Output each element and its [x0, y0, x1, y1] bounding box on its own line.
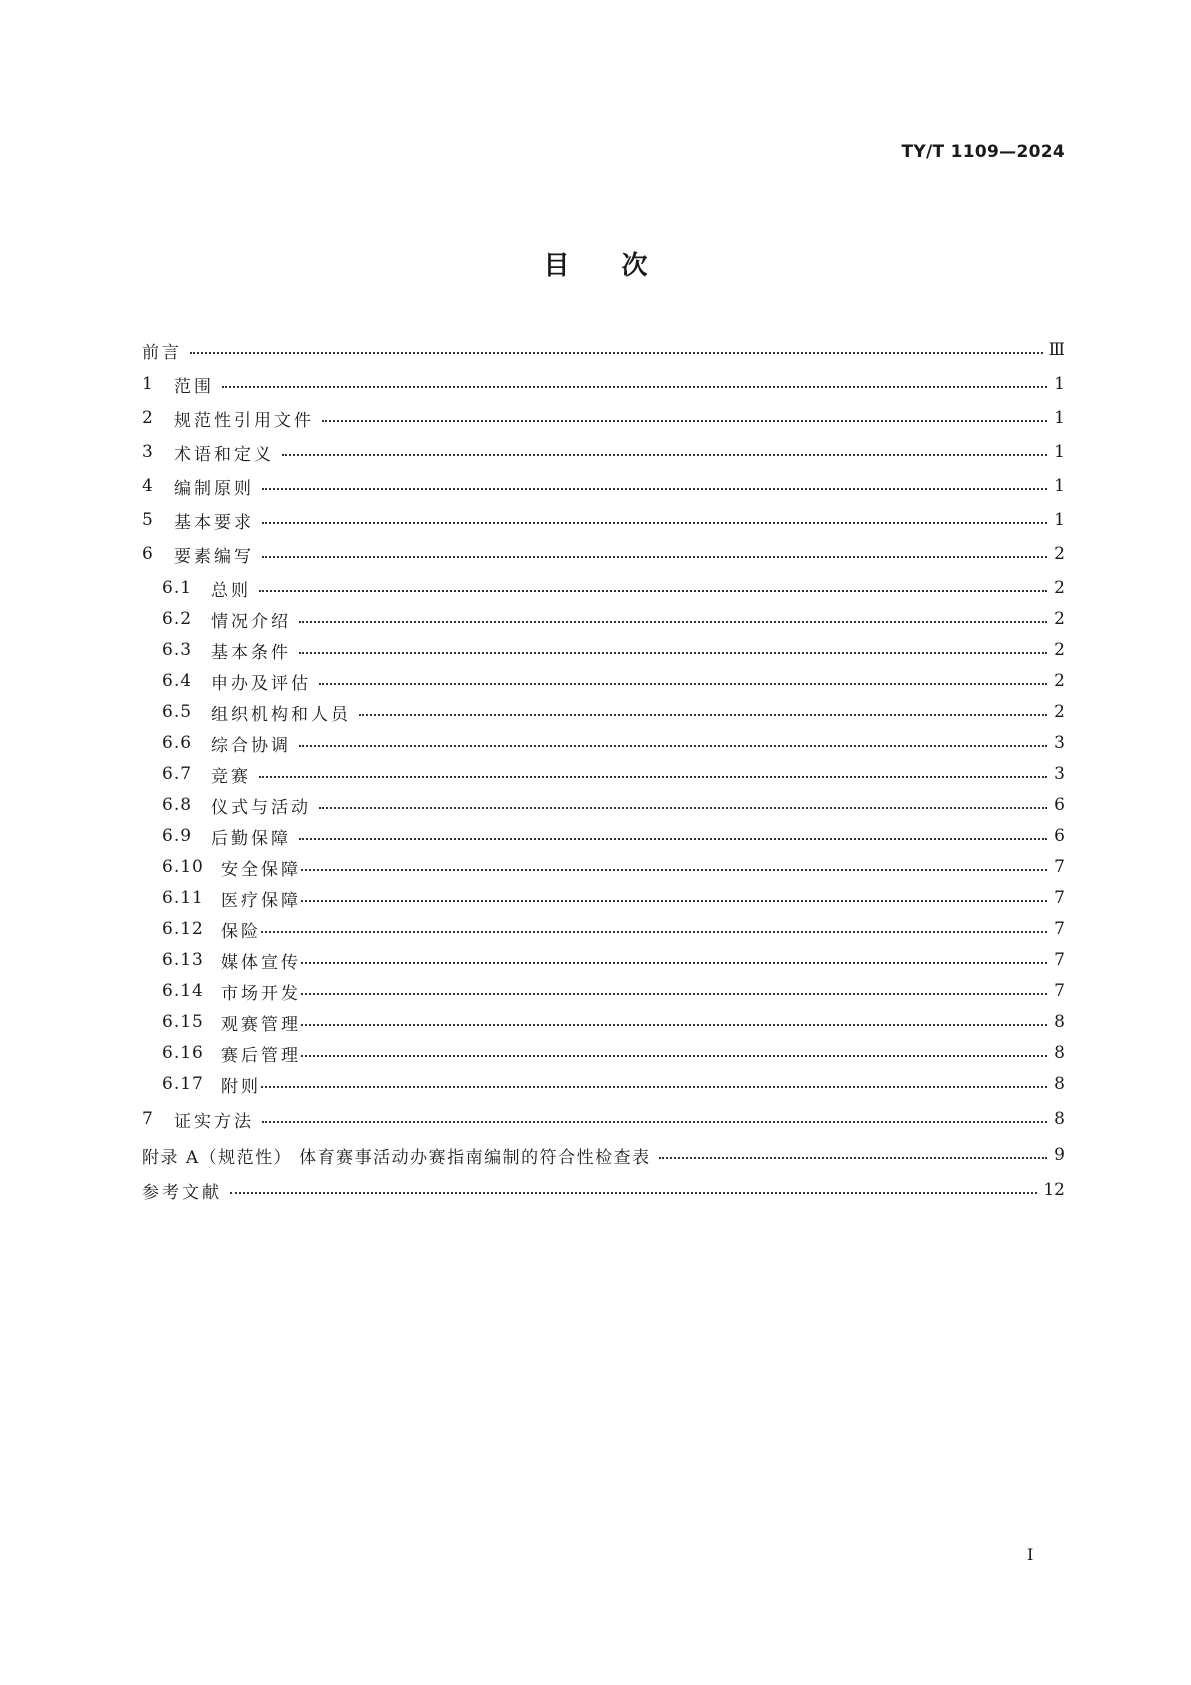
toc-entry-page: Ⅲ [1048, 340, 1065, 360]
toc-entry-page: 1 [1054, 408, 1065, 428]
toc-entry-page: 6 [1054, 826, 1065, 846]
toc-entry-page: 8 [1054, 1043, 1065, 1063]
toc-entry-label: 市场开发 [221, 983, 301, 1004]
toc-leader-dots [359, 714, 1047, 716]
toc-entry-label: 竞赛 [211, 766, 251, 787]
toc-entry-label: 赛后管理 [221, 1045, 301, 1066]
toc-entry-label: 后勤保障 [211, 828, 291, 849]
toc-entry-6-14[interactable] [162, 978, 1065, 1004]
toc-entry-label: 附录 A（规范性） 体育赛事活动办赛指南编制的符合性检查表 [142, 1147, 651, 1168]
toc-entry-6-15[interactable] [162, 1009, 1065, 1035]
toc-leader-dots [261, 931, 1047, 933]
toc-entry-label: 编制原则 [174, 478, 254, 499]
toc-entry-label: 范围 [174, 376, 214, 397]
toc-entry-label: 综合协调 [211, 735, 291, 756]
toc-leader-dots [259, 590, 1047, 592]
toc-entry-number: 6.10 [162, 857, 204, 877]
toc-entry-4[interactable] [142, 473, 1065, 499]
toc-entry-bibliography[interactable] [142, 1177, 1065, 1203]
toc-entry-number: 6.17 [162, 1074, 204, 1094]
toc-entry-label: 仪式与活动 [211, 797, 311, 818]
toc-entry-number: 4 [142, 476, 154, 496]
toc-entry-label: 总则 [211, 580, 251, 601]
toc-leader-dots [222, 386, 1047, 388]
toc-entry-label: 参考文献 [142, 1182, 222, 1203]
toc-entry-label: 申办及评估 [211, 673, 311, 694]
toc-entry-label: 媒体宣传 [221, 952, 301, 973]
toc-entry-6[interactable] [142, 541, 1065, 567]
toc-leader-dots [230, 1192, 1037, 1194]
toc-entry-6-3[interactable] [162, 637, 1065, 663]
toc-entry-page: 7 [1054, 857, 1065, 877]
toc-entry-number: 6.7 [162, 764, 193, 784]
toc-entry-5[interactable] [142, 507, 1065, 533]
toc-entry-label: 观赛管理 [221, 1014, 301, 1035]
toc-entry-label: 基本要求 [174, 512, 254, 533]
toc-entry-page: 2 [1054, 609, 1065, 629]
toc-leader-dots [262, 556, 1047, 558]
toc-leader-dots [301, 869, 1047, 871]
toc-entry-3[interactable] [142, 439, 1065, 465]
toc-entry-6-1[interactable] [162, 575, 1065, 601]
toc-entry-6-16[interactable] [162, 1040, 1065, 1066]
toc-entry-page: 7 [1054, 888, 1065, 908]
toc-entry-page: 12 [1043, 1180, 1065, 1200]
toc-entry-page: 1 [1054, 442, 1065, 462]
toc-entry-appendix-a[interactable] [142, 1142, 1065, 1168]
toc-entry-label: 组织机构和人员 [211, 704, 351, 725]
toc-entry-number: 6 [142, 544, 154, 564]
toc-leader-dots [301, 1024, 1047, 1026]
toc-entry-page: 2 [1054, 578, 1065, 598]
toc-leader-dots [282, 454, 1047, 456]
toc-entry-page: 1 [1054, 374, 1065, 394]
toc-entry-6-7[interactable] [162, 761, 1065, 787]
toc-entry-page: 2 [1054, 544, 1065, 564]
toc-leader-dots [299, 652, 1047, 654]
toc-entry-page: 2 [1054, 702, 1065, 722]
toc-entry-number: 6.12 [162, 919, 204, 939]
toc-entry-number: 6.2 [162, 609, 193, 629]
toc-entry-6-6[interactable] [162, 730, 1065, 756]
toc-entry-page: 8 [1054, 1012, 1065, 1032]
toc-leader-dots [190, 352, 1043, 354]
toc-leader-dots [262, 522, 1047, 524]
page-number: Ⅰ [1027, 1545, 1034, 1564]
toc-entry-number: 6.1 [162, 578, 193, 598]
toc-entry-number: 6.11 [162, 888, 204, 908]
toc-entry-2[interactable] [142, 405, 1065, 431]
toc-leader-dots [262, 488, 1047, 490]
toc-leader-dots [262, 1121, 1047, 1123]
toc-title-char: 次 [621, 251, 648, 281]
toc-entry-number: 6.5 [162, 702, 193, 722]
toc-entry-6-4[interactable] [162, 668, 1065, 694]
toc-entry-foreword[interactable] [142, 337, 1065, 363]
toc-entry-label: 情况介绍 [211, 611, 291, 632]
toc-leader-dots [299, 621, 1047, 623]
standard-code: TY/T 1109—2024 [901, 142, 1065, 162]
toc-leader-dots [659, 1157, 1047, 1159]
toc-entry-label: 医疗保障 [221, 890, 301, 911]
toc-leader-dots [259, 776, 1047, 778]
toc-entry-page: 2 [1054, 640, 1065, 660]
toc-entry-6-12[interactable] [162, 916, 1065, 942]
toc-entry-page: 6 [1054, 795, 1065, 815]
toc-entry-label: 规范性引用文件 [174, 410, 314, 431]
toc-leader-dots [301, 1055, 1047, 1057]
toc-leader-dots [319, 683, 1047, 685]
toc-entry-label: 前言 [142, 342, 182, 363]
toc-entry-page: 1 [1054, 510, 1065, 530]
toc-leader-dots [299, 745, 1047, 747]
toc-entry-7[interactable] [142, 1106, 1065, 1132]
toc-entry-number: 6.6 [162, 733, 193, 753]
toc-leader-dots [319, 807, 1047, 809]
toc-entry-1[interactable] [142, 371, 1065, 397]
toc-entry-number: 1 [142, 374, 154, 394]
toc-entry-page: 2 [1054, 671, 1065, 691]
toc-entry-number: 6.13 [162, 950, 204, 970]
toc-entry-number: 5 [142, 510, 154, 530]
toc-entry-label: 基本条件 [211, 642, 291, 663]
toc-entry-6-11[interactable] [162, 885, 1065, 911]
toc-entry-6-13[interactable] [162, 947, 1065, 973]
toc-entry-number: 6.4 [162, 671, 193, 691]
toc-entry-label: 术语和定义 [174, 444, 274, 465]
toc-entry-number: 2 [142, 408, 154, 428]
toc-entry-number: 3 [142, 442, 154, 462]
toc-entry-page: 8 [1054, 1109, 1065, 1129]
toc-entry-number: 6.15 [162, 1012, 204, 1032]
toc-leader-dots [261, 1086, 1047, 1088]
toc-leader-dots [299, 838, 1047, 840]
toc-entry-6-2[interactable] [162, 606, 1065, 632]
toc-entry-page: 9 [1054, 1145, 1065, 1165]
toc-entry-6-8[interactable] [162, 792, 1065, 818]
toc-leader-dots [322, 420, 1047, 422]
toc-entry-page: 7 [1054, 919, 1065, 939]
toc-entry-page: 7 [1054, 981, 1065, 1001]
toc-leader-dots [301, 900, 1047, 902]
toc-entry-number: 7 [142, 1109, 154, 1129]
toc-entry-page: 3 [1054, 764, 1065, 784]
toc-entry-number: 6.3 [162, 640, 193, 660]
toc-entry-6-9[interactable] [162, 823, 1065, 849]
toc-entry-label: 要素编写 [174, 546, 254, 567]
toc-entry-number: 6.16 [162, 1043, 204, 1063]
toc-entry-number: 6.9 [162, 826, 193, 846]
toc-entry-label: 证实方法 [174, 1111, 254, 1132]
toc-entry-label: 保险 [221, 921, 261, 942]
toc-entry-6-5[interactable] [162, 699, 1065, 725]
toc-entry-label: 安全保障 [221, 859, 301, 880]
toc-entry-label: 附则 [221, 1076, 261, 1097]
toc-leader-dots [301, 993, 1047, 995]
toc-leader-dots [301, 962, 1047, 964]
toc-entry-page: 8 [1054, 1074, 1065, 1094]
toc-entry-page: 3 [1054, 733, 1065, 753]
toc-entry-6-10[interactable] [162, 854, 1065, 880]
toc-entry-page: 1 [1054, 476, 1065, 496]
toc-entry-number: 6.14 [162, 981, 204, 1001]
toc-entry-page: 7 [1054, 950, 1065, 970]
toc-entry-number: 6.8 [162, 795, 193, 815]
toc-entry-6-17[interactable] [162, 1071, 1065, 1097]
toc-title [0, 245, 1191, 282]
toc-title-char: 目 [543, 251, 570, 281]
